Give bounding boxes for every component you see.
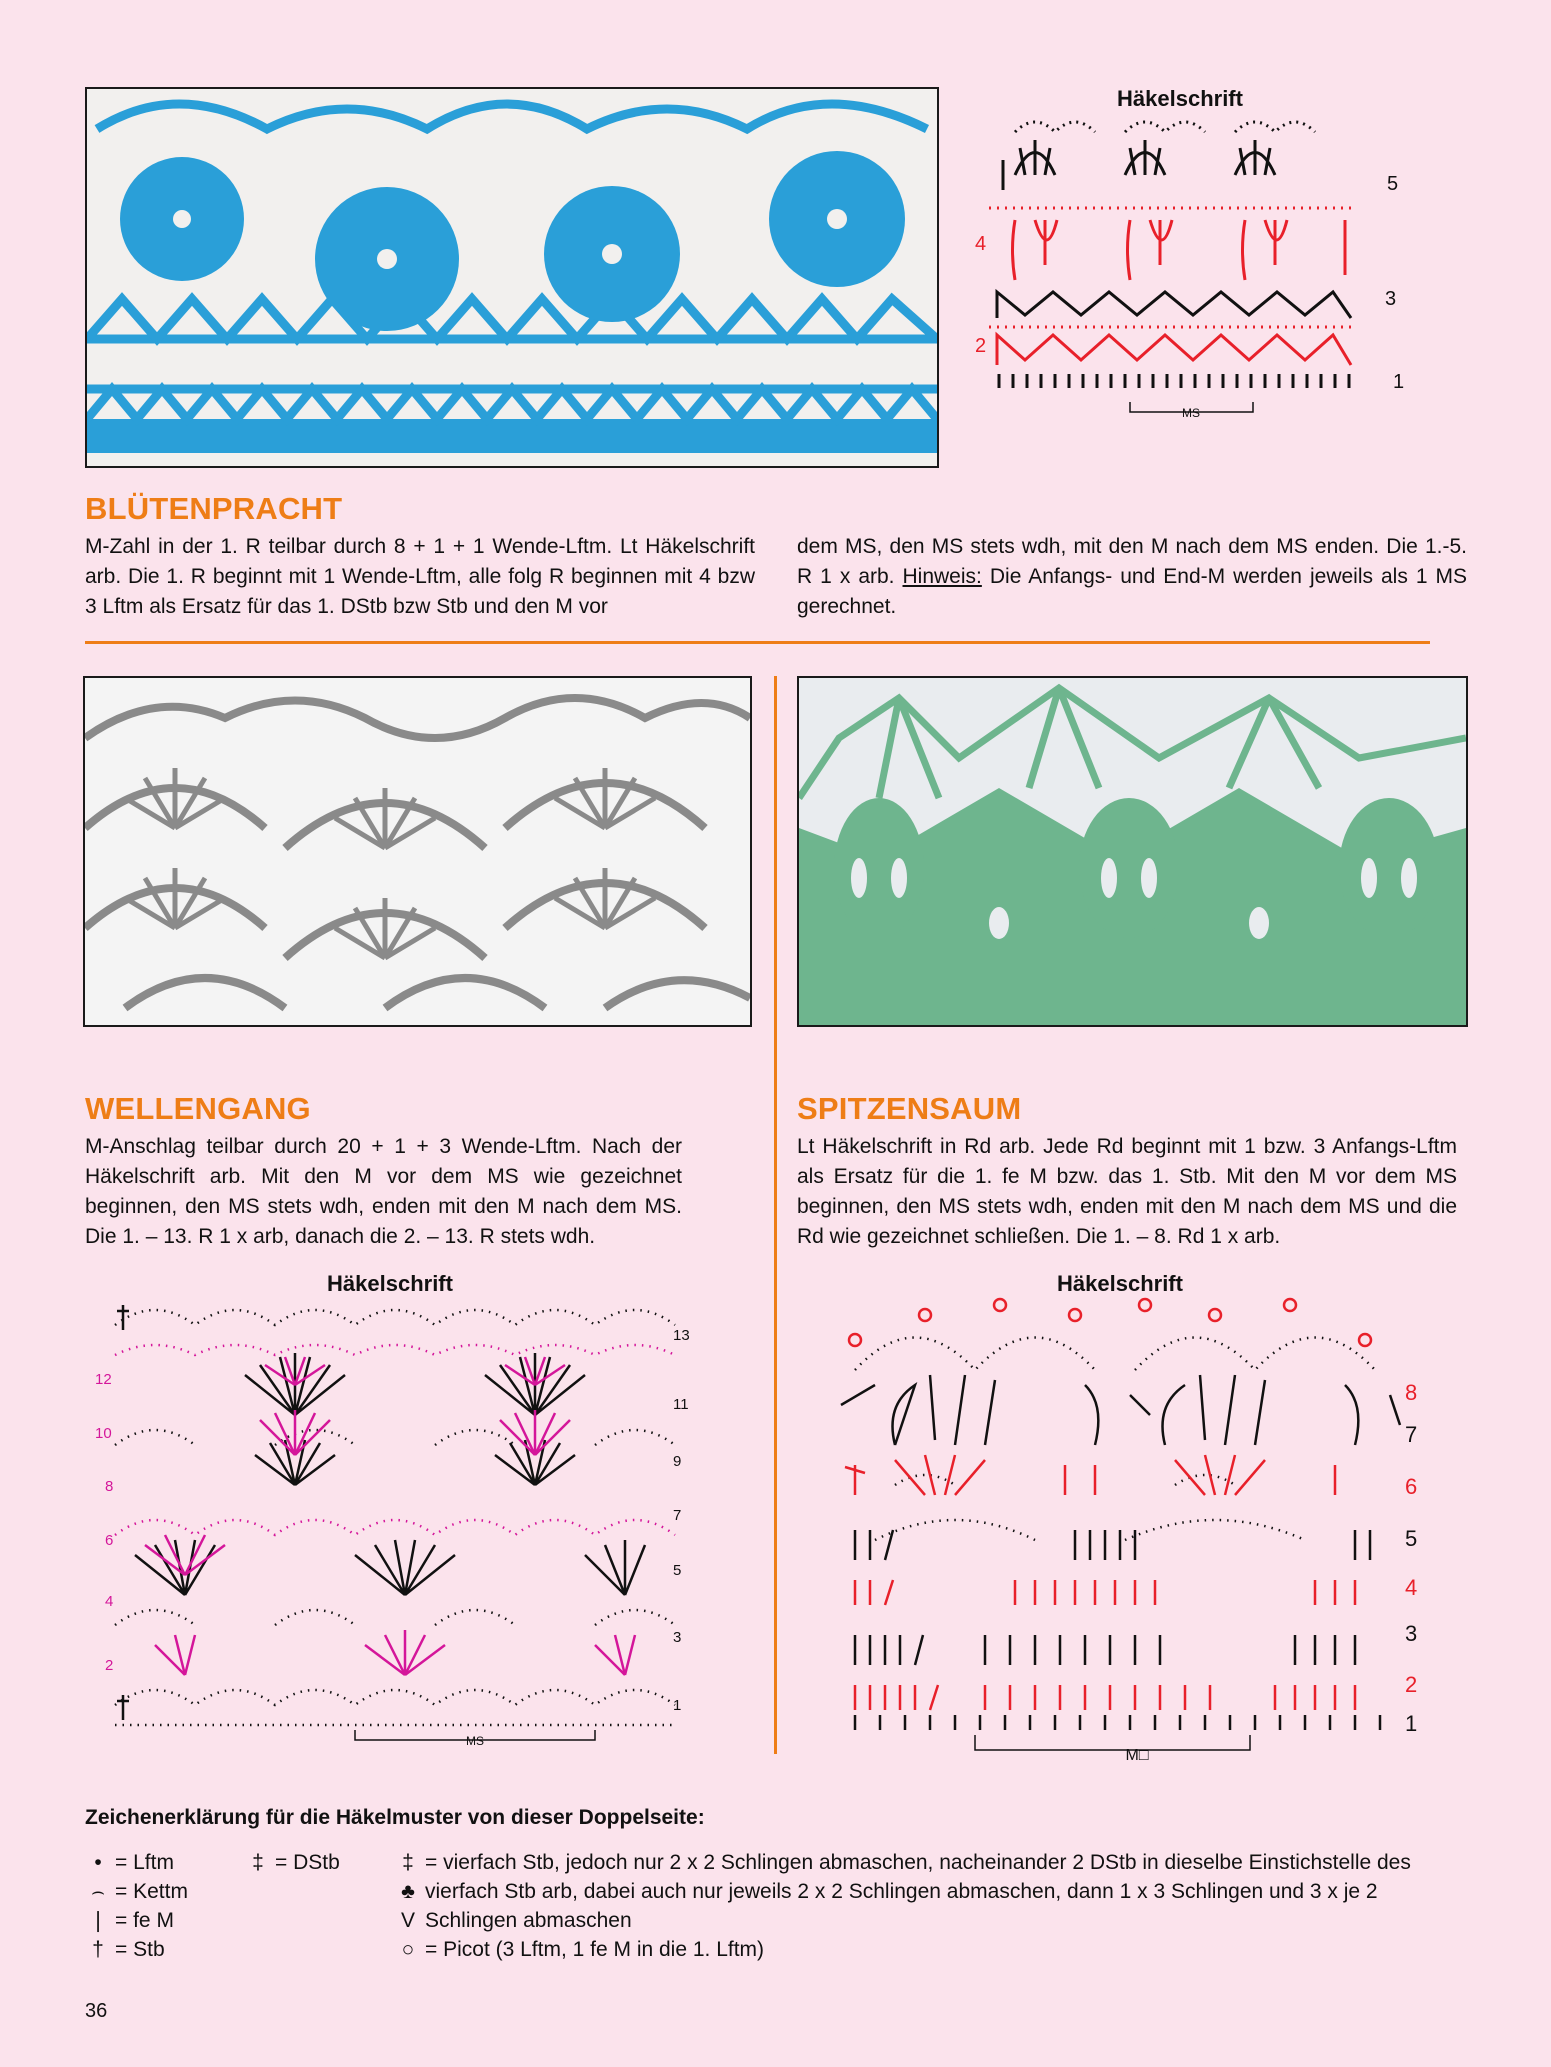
legend-dstb-label: = DStb: [275, 1851, 340, 1874]
bluetenpracht-text-col2-b: Die Anfangs- und End-M werden jeweils als 1 MS gerechnet.: [797, 565, 1467, 618]
legend-lftm: [85, 1849, 174, 1877]
slip-stitch-icon: ⌢: [91, 1880, 105, 1903]
bluetenpracht-text-col1: M-Zahl in der 1. R teilbar durch 8 + 1 + 1 Wende-Lftm. Lt Häkelschrift arb. Die 1. R beginnt mit 1 Wende-Lftm, alle folg R beginnen mit 4 bzw 3 Lftm als Ersatz für das 1. DStb bzw Stb und den M vor: [85, 535, 755, 618]
bluetenpracht-text-col2-a: dem MS, den MS stets wdh, mit den M nach dem MS enden. Die 1.-5. R 1 x arb.: [797, 535, 1467, 588]
wellengang-row-6: 6: [105, 1532, 114, 1549]
bluetenpracht-ms-label: MS: [1182, 406, 1200, 420]
wellengang-row-12: 12: [95, 1371, 112, 1388]
bluetenpracht-hint-label: Hinweis:: [902, 565, 982, 588]
bluetenpracht-row-5: 5: [1387, 173, 1399, 195]
bluetenpracht-chart-title: Häkelschrift: [1117, 86, 1243, 111]
spitzensaum-ms-label: M□: [1125, 1747, 1149, 1764]
bluetenpracht-row-4: 4: [975, 233, 987, 255]
cluster-stitch-tail-icon: V: [400, 1909, 415, 1932]
wellengang-chart-title: Häkelschrift: [327, 1271, 453, 1296]
chain-stitch-icon: •: [94, 1851, 102, 1874]
column-divider: [774, 676, 777, 1754]
spitzensaum-photo: [797, 676, 1468, 1027]
wellengang-row-5: 5: [673, 1562, 682, 1579]
wellengang-row-7: 7: [673, 1507, 682, 1524]
wellengang-row-11: 11: [673, 1396, 689, 1413]
legend-picot-label: = Picot (3 Lftm, 1 fe M in die 1. Lftm): [425, 1938, 765, 1961]
picot-icon: ○: [401, 1938, 415, 1961]
spitzensaum-chart-title: Häkelschrift: [1057, 1271, 1183, 1296]
wellengang-photo: [83, 676, 752, 1027]
legend-stb: [85, 1936, 165, 1964]
legend-cluster: [395, 1878, 1378, 1906]
legend-cluster-cont: [395, 1907, 632, 1935]
spitzensaum-row-2: 2: [1405, 1672, 1418, 1697]
legend-vierfach-line1: = vierfach Stb, jedoch nur 2 x 2 Schlingen abmaschen, nacheinander 2 DStb in dieselbe Einstichstelle des: [425, 1851, 1411, 1874]
section-divider: [85, 641, 1430, 644]
wellengang-row-2: 2: [105, 1657, 114, 1674]
legend-lftm-label: = Lftm: [115, 1851, 174, 1874]
spitzensaum-chart: [835, 1295, 1445, 1765]
wellengang-ms-label: MS: [466, 1734, 484, 1748]
wellengang-row-4: 4: [105, 1593, 114, 1610]
wellengang-row-8: 8: [105, 1478, 114, 1495]
legend-fem-label: = fe M: [115, 1909, 174, 1932]
legend-vierfach-stb: [395, 1849, 1411, 1877]
bluetenpracht-title: BLÜTENPRACHT: [85, 491, 343, 526]
bluetenpracht-row-1: 1: [1393, 371, 1405, 393]
spitzensaum-row-3: 3: [1405, 1621, 1418, 1646]
legend-title: Zeichenerklärung für die Häkelmuster von dieser Doppelseite:: [85, 1806, 705, 1829]
wellengang-row-13: 13: [673, 1327, 690, 1344]
legend-kettm-label: = Kettm: [115, 1880, 188, 1903]
double-crochet-icon: †: [92, 1938, 104, 1961]
treble-crochet-icon: ‡: [252, 1851, 264, 1874]
legend-kettm: [85, 1878, 188, 1906]
legend-stb-label: = Stb: [115, 1938, 165, 1961]
spitzensaum-row-4: 4: [1405, 1575, 1418, 1600]
wellengang-row-10: 10: [95, 1425, 112, 1442]
bluetenpracht-chart: [975, 120, 1425, 430]
wellengang-chart: [95, 1295, 715, 1755]
legend-dstb: [245, 1849, 340, 1877]
spitzensaum-title: SPITZENSAUM: [797, 1091, 1022, 1126]
bluetenpracht-row-3: 3: [1385, 288, 1397, 310]
bluetenpracht-row-2: 2: [975, 335, 987, 357]
wellengang-row-9: 9: [673, 1453, 682, 1470]
wellengang-row-3: 3: [673, 1629, 682, 1646]
bluetenpracht-photo: [85, 87, 939, 468]
legend-vierfach-line3: Schlingen abmaschen: [425, 1909, 632, 1932]
spitzensaum-row-5: 5: [1405, 1526, 1418, 1551]
wellengang-title: WELLENGANG: [85, 1091, 311, 1126]
wellengang-row-1: 1: [673, 1697, 682, 1714]
wellengang-text: M-Anschlag teilbar durch 20 + 1 + 3 Wende-Lftm. Nach der Häkelschrift arb. Mit den M vor dem MS wie gezeichnet beginnen, den MS stets wdh, enden mit den M nach dem MS. Die 1. – 13. R 1 x arb, danach die 2. – 13. R stets wdh.: [85, 1135, 682, 1248]
legend-picot: [395, 1936, 764, 1964]
single-crochet-icon: ❘: [89, 1909, 107, 1932]
spitzensaum-row-6: 6: [1405, 1474, 1418, 1499]
spitzensaum-row-8: 8: [1405, 1380, 1418, 1405]
spitzensaum-text: Lt Häkelschrift in Rd arb. Jede Rd beginnt mit 1 bzw. 3 Anfangs-Lftm als Ersatz für die 1. fe M bzw. das 1. Stb. Mit den M vor dem MS beginnen, den MS stets wdh, enden mit den M nach dem MS und die Rd wie gezeichnet schließen. Die 1. – 8. Rd 1 x arb.: [797, 1135, 1457, 1248]
cluster-stitch-icon: ♣: [401, 1880, 415, 1903]
spitzensaum-row-1: 1: [1405, 1711, 1418, 1736]
bluetenpracht-text-col2: [797, 532, 1467, 622]
quadruple-treble-icon: ‡: [402, 1851, 414, 1874]
legend-fem: [85, 1907, 174, 1935]
page-number: 36: [85, 2000, 108, 2022]
legend-vierfach-line2: vierfach Stb arb, dabei auch nur jeweils 2 x 2 Schlingen abmaschen, dann 1 x 3 Schlingen und 3 x je 2: [425, 1880, 1378, 1903]
spitzensaum-row-7: 7: [1405, 1422, 1418, 1447]
